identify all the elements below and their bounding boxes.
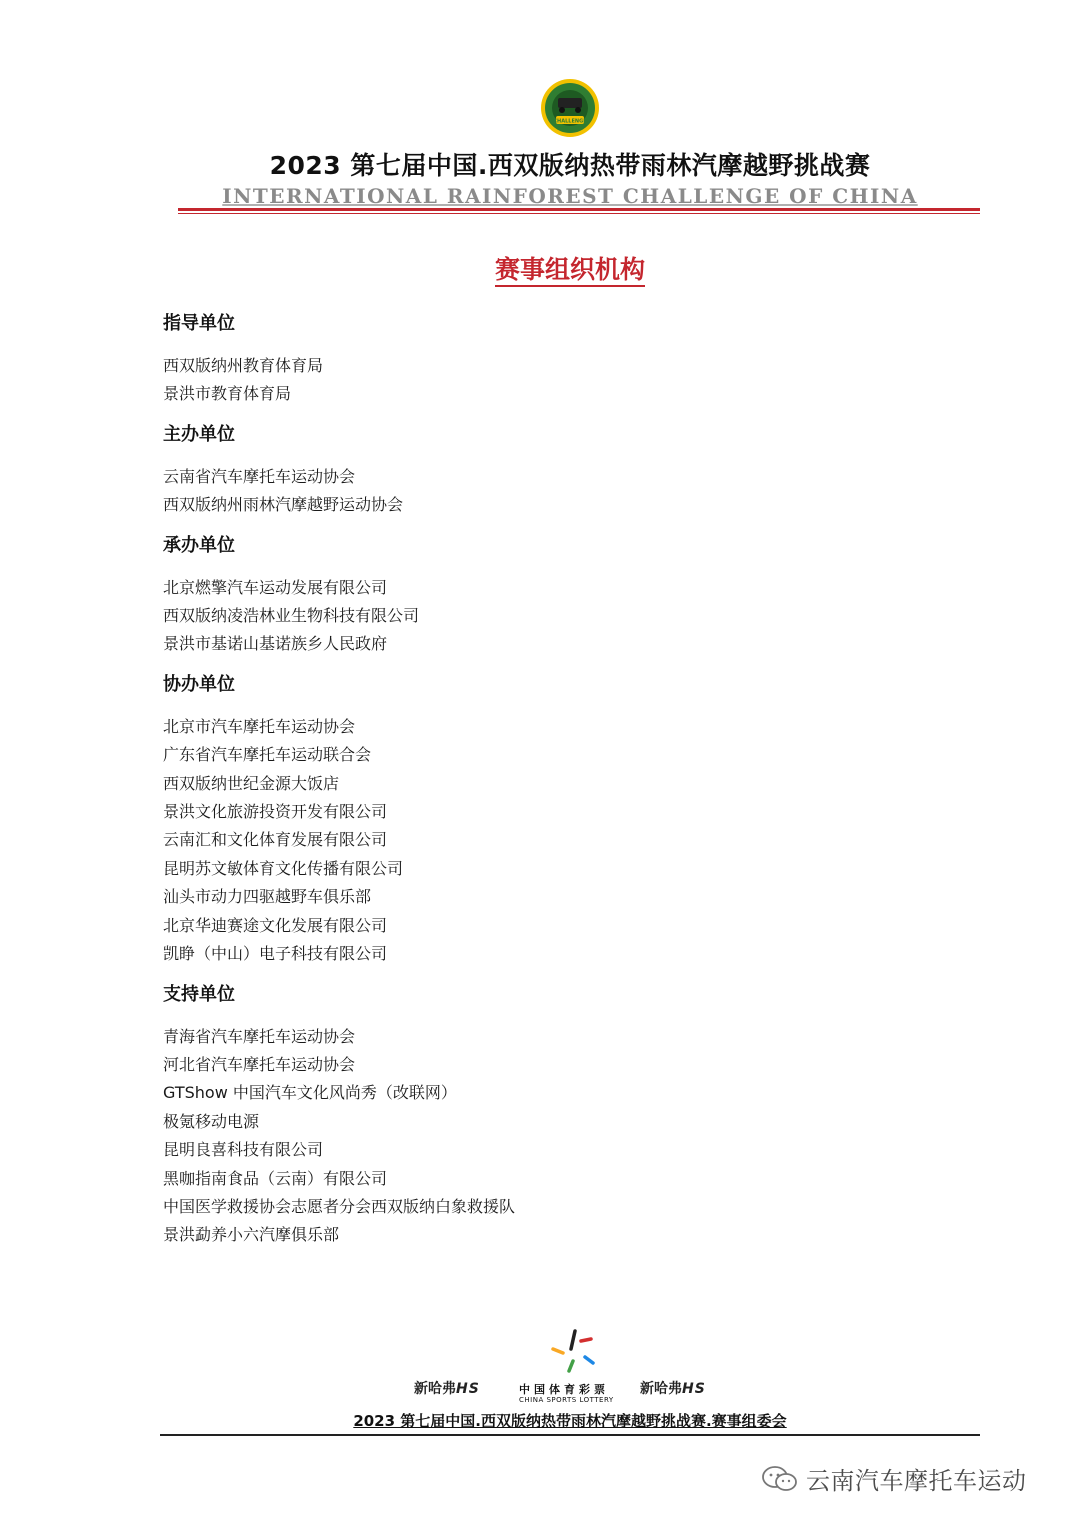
- org-item: 西双版纳世纪金源大饭店: [163, 773, 340, 793]
- org-item: 昆明苏文敏体育文化传播有限公司: [163, 858, 404, 878]
- wechat-icon: [760, 1464, 800, 1494]
- org-item: 中国医学救援协会志愿者分会西双版纳白象救援队: [163, 1196, 516, 1216]
- org-item: 凯睁（中山）电子科技有限公司: [163, 944, 388, 964]
- group-title: 承办单位: [163, 534, 235, 556]
- sponsor-right-logo: 新哈弗HS: [640, 1381, 706, 1397]
- document-subtitle: INTERNATIONAL RAINFOREST CHALLENGE OF CHINA: [222, 184, 918, 208]
- header-divider: [178, 208, 980, 211]
- section-title: 赛事组织机构: [0, 250, 1080, 286]
- group-title: 协办单位: [163, 673, 235, 695]
- org-item: 西双版纳凌浩林业生物科技有限公司: [163, 606, 420, 626]
- org-group: [163, 421, 983, 520]
- org-item: 景洪市教育体育局: [163, 384, 292, 404]
- org-item: 北京燃擎汽车运动发展有限公司: [163, 577, 388, 597]
- org-item: 云南省汽车摩托车运动协会: [163, 466, 356, 486]
- group-title: 主办单位: [163, 423, 235, 445]
- org-item: 北京市汽车摩托车运动协会: [163, 716, 356, 736]
- org-item: 昆明良喜科技有限公司: [163, 1140, 324, 1160]
- organization-list: [163, 310, 983, 1262]
- event-logo: [540, 78, 600, 138]
- org-item: 河北省汽车摩托车运动协会: [163, 1054, 356, 1074]
- org-item: 汕头市动力四驱越野车俱乐部: [163, 887, 372, 907]
- org-item: 广东省汽车摩托车运动联合会: [163, 745, 372, 765]
- org-item: 景洪市基诺山基诺族乡人民政府: [163, 634, 388, 654]
- org-group: [163, 671, 983, 969]
- org-item: 极氪移动电源: [163, 1111, 260, 1131]
- organizing-committee: 2023 第七届中国.西双版纳热带雨林汽摩越野挑战赛.赛事组委会: [353, 1412, 787, 1430]
- org-item: 青海省汽车摩托车运动协会: [163, 1026, 356, 1046]
- lottery-en-label: CHINA SPORTS LOTTERY: [519, 1396, 614, 1404]
- org-item: 西双版纳州教育体育局: [163, 356, 324, 375]
- document-title: 2023 第七届中国.西双版纳热带雨林汽摩越野挑战赛: [269, 151, 871, 180]
- svg-text:CHALLENGE: CHALLENGE: [553, 118, 587, 125]
- group-title: 支持单位: [163, 983, 235, 1005]
- group-title: 指导单位: [163, 313, 235, 334]
- watermark-text: 云南汽车摩托车运动: [806, 1467, 1027, 1495]
- wechat-watermark: [760, 1461, 1027, 1496]
- org-item: 云南汇和文化体育发展有限公司: [163, 830, 388, 850]
- org-item: 北京华迪赛途文化发展有限公司: [163, 915, 388, 935]
- sponsor-left-logo: 新哈弗HS: [414, 1381, 480, 1397]
- org-item: 景洪勐养小六汽摩俱乐部: [163, 1225, 340, 1245]
- org-group: [163, 532, 983, 659]
- org-item: GTShow 中国汽车文化风尚秀（改联网）: [163, 1083, 457, 1103]
- header-divider-thin: [178, 213, 980, 214]
- footer-divider: [160, 1434, 980, 1436]
- org-group: [163, 981, 983, 1250]
- org-item: 西双版纳州雨林汽摩越野运动协会: [163, 495, 404, 515]
- org-item: 黑咖指南食品（云南）有限公司: [163, 1168, 388, 1188]
- org-item: 景洪文化旅游投资开发有限公司: [163, 802, 388, 822]
- lottery-cn-label: 中国体育彩票: [519, 1383, 609, 1396]
- org-group: [163, 310, 983, 409]
